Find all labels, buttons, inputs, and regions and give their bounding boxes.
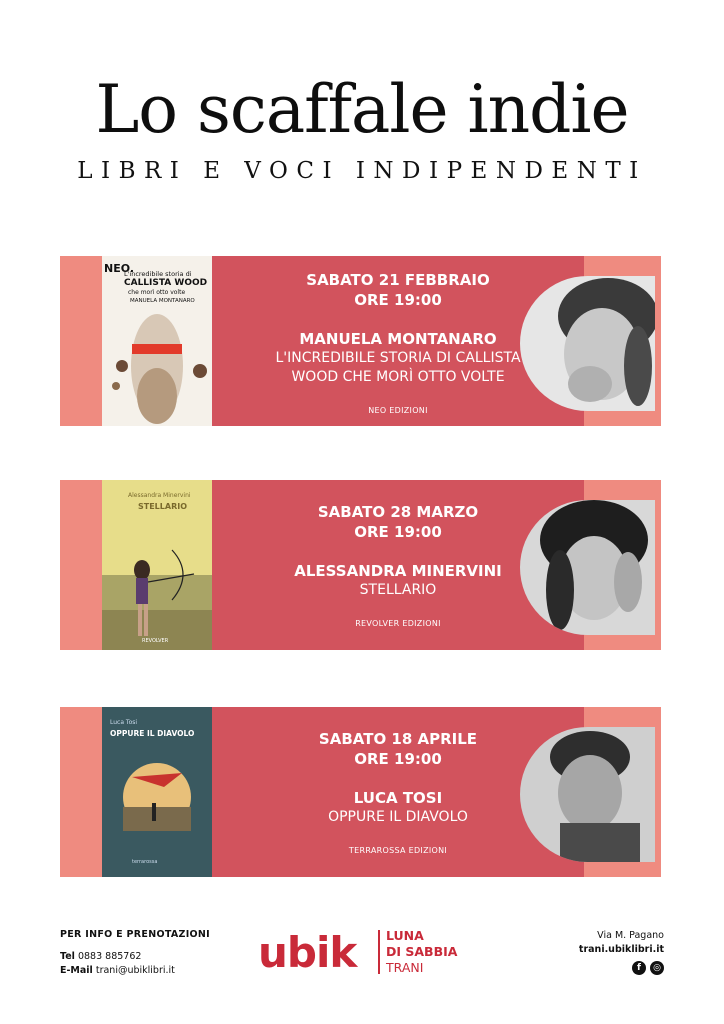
- address-text: Via M. Pagano: [597, 930, 664, 941]
- author-photo-tosi: [520, 727, 655, 862]
- event-book-title-line2: WOOD CHE MORÌ OTTO VOLTE: [291, 369, 505, 385]
- event-date: SABATO 21 FEBBRAIO: [306, 271, 490, 289]
- ubik-logo: [258, 926, 478, 990]
- email-row: [60, 964, 210, 978]
- event-author: ALESSANDRA MINERVINI: [294, 562, 502, 580]
- store-name: [386, 928, 457, 976]
- email-address[interactable]: trani@ubiklibri.it: [95, 965, 175, 976]
- cover-brand: terrarossa: [132, 859, 158, 865]
- book-cover-stellario: [102, 480, 212, 650]
- cover-title: STELLARIO: [138, 502, 188, 511]
- email-label: E-Mail: [60, 965, 93, 976]
- cover-line2: CALLISTA WOOD: [124, 278, 208, 288]
- event-author: MANUELA MONTANARO: [299, 330, 497, 348]
- author-photo-art: [520, 727, 655, 862]
- store-line2: DI SABBIA: [386, 944, 458, 959]
- event-date: SABATO 28 MARZO: [317, 503, 479, 521]
- event-date: SABATO 18 APRILE: [318, 730, 478, 748]
- website-link[interactable]: trani.ubiklibri.it: [578, 944, 664, 955]
- contact-info: [60, 929, 210, 978]
- logo-divider: [378, 930, 380, 974]
- social-links: [579, 961, 664, 975]
- phone-number[interactable]: 0883 885762: [77, 951, 142, 962]
- info-heading: PER INFO E PRENOTAZIONI: [60, 929, 211, 940]
- store-line1: LUNA: [386, 928, 424, 943]
- book-cover-callista: [102, 256, 212, 426]
- phone-label: Tel: [60, 951, 75, 962]
- cover-line3: che morì otto volte: [128, 289, 186, 296]
- cover-brand: REVOLVER: [142, 638, 169, 644]
- author-photo-art: [520, 500, 655, 635]
- event-book-title-line1: L'INCREDIBILE STORIA DI CALLISTA: [275, 350, 521, 366]
- event-time: ORE 19:00: [354, 291, 442, 309]
- author-photo-montanaro: [520, 276, 655, 411]
- event-card-2: [60, 480, 661, 650]
- cover-line1: L'incredibile storia di: [124, 270, 192, 278]
- event-publisher: TERRAROSSA EDIZIONI: [348, 846, 448, 855]
- event-publisher: REVOLVER EDIZIONI: [355, 619, 441, 628]
- cover-author: Luca Tosi: [110, 719, 138, 726]
- facebook-icon[interactable]: f: [632, 961, 646, 975]
- event-publisher: NEO EDIZIONI: [368, 406, 428, 415]
- event-author: LUCA TOSI: [353, 789, 443, 807]
- cover-title: OPPURE IL DIAVOLO: [110, 729, 195, 738]
- store-line3: TRANI: [386, 960, 424, 975]
- cover-author: Alessandra Minervini: [128, 492, 191, 499]
- author-photo-minervini: [520, 500, 655, 635]
- poster-subtitle: LIBRI E VOCI INDIPENDENTI: [77, 158, 647, 184]
- poster-title: Lo scaffale indie: [95, 71, 629, 148]
- event-book-title: STELLARIO: [359, 582, 437, 598]
- cover-author: MANUELA MONTANARO: [130, 298, 195, 304]
- book-cover-oppure-il-diavolo: [102, 707, 212, 877]
- event-time: ORE 19:00: [354, 523, 442, 541]
- phone-row: [60, 950, 210, 964]
- author-photo-art: [520, 276, 655, 411]
- event-card-1: [60, 256, 661, 426]
- cover-brand: NEO.: [104, 262, 135, 275]
- ubik-wordmark: ubik: [258, 928, 357, 977]
- event-book-title: OPPURE IL DIAVOLO: [328, 809, 468, 825]
- event-time: ORE 19:00: [354, 750, 442, 768]
- store-address: [579, 929, 664, 975]
- instagram-icon[interactable]: ◎: [650, 961, 664, 975]
- event-card-3: [60, 707, 661, 877]
